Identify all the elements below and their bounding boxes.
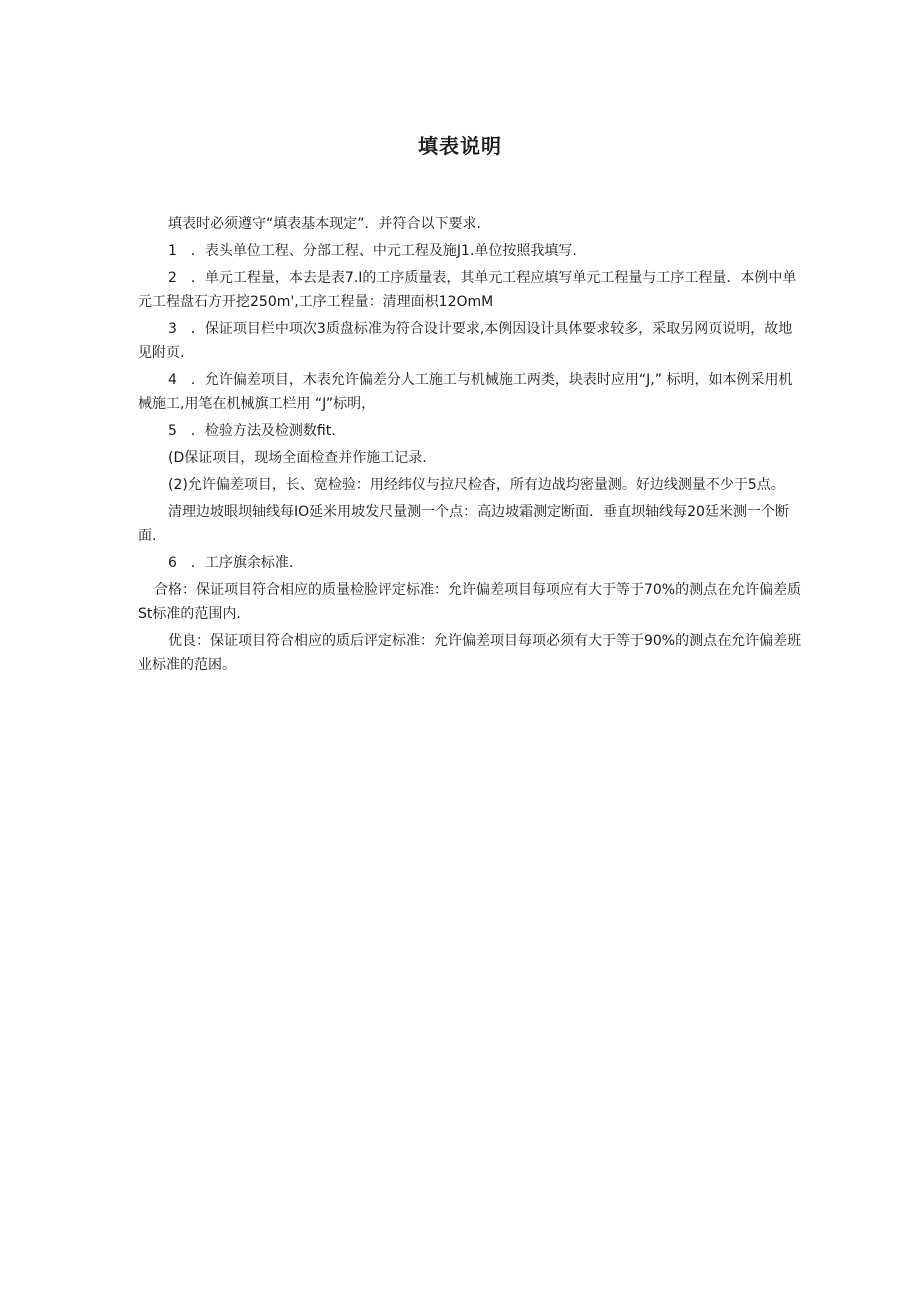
paragraph-5-3: 清理边坡眼坝轴线每IO延米用坡发尺量测一个点：高边坡霜测定断面．垂直坝轴线每20廷米测一个断面. (138, 504, 789, 544)
paragraph-2: 2 ．单元工程量，本去是表7.I的工序质量表，其单元工程应填写单元工程量与工序工程量．本例中单元工程盘石方开挖250m',工序工程量：清理面枳12OmM (138, 270, 797, 310)
paragraph-5-2: (2)允许偏差项目，长、宽检验：用经纬仪与拉尺检杳，所有边战均密量测。好边线测量不少于5点。 (168, 477, 785, 493)
paragraph-6: 6 ．工序旗余标准. (168, 555, 294, 571)
instructions-body (138, 212, 804, 680)
paragraph-5: 5 ．检验方法及检测数fit. (168, 423, 336, 439)
page-title: 填表说明 (418, 134, 502, 158)
paragraph-4: 4 ．允许偏差项目，木表允许偏差分人工施工与机械施工两类，块表时应用“J,” 标明，如本例采用机械施工,用笔在机械旗工栏用 “J”标明， (138, 372, 793, 412)
paragraph-3: 3 ．保证项目栏中项次3质盘标准为符合设计要求,本例因设计具体要求较多，采取另网页说明，故地见附页. (138, 321, 793, 361)
paragraph-intro: 填表时必须遵守“填表基本现定”．并符合以下要求. (168, 216, 481, 232)
paragraph-1: 1 ．表头单位工程、分部工程、中元工程及施J1.单位按照我填写. (168, 243, 577, 259)
paragraph-qualified: 合格：保证项目符合相应的质量检脸评定标准：允许偏差项目每项应有大于等于70%的测点在允许偏差质St标准的范围内. (138, 582, 802, 622)
paragraph-excellent: 优良：保证项目符合相应的质后评定标准：允许偏差项目每项必须有大于等于90%的测点在允许偏差班业标准的范困。 (138, 633, 802, 673)
paragraph-5-1: (D保证项目，现场全面检查并作施工记录. (168, 450, 427, 466)
